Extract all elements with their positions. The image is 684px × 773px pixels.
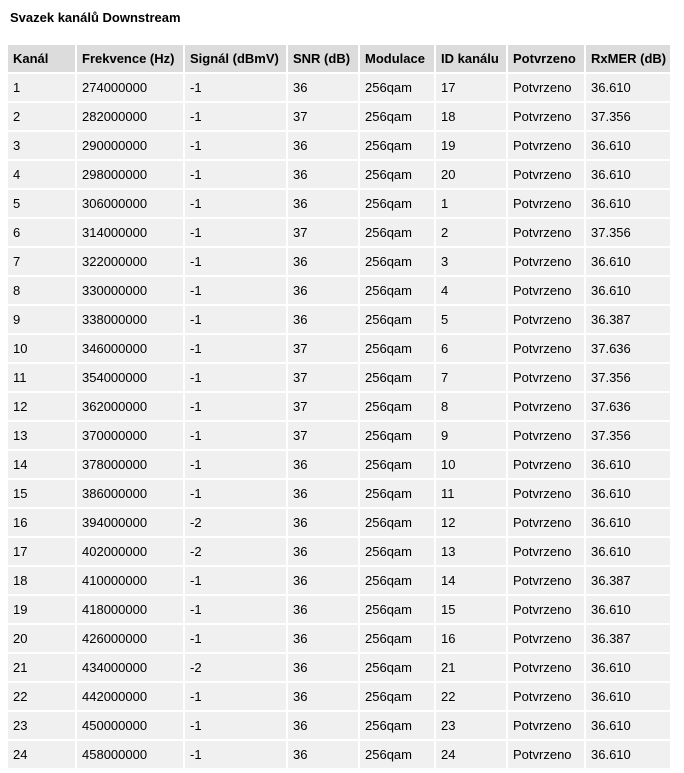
cell-id-kanalu: 2 xyxy=(436,219,506,246)
cell-signal: -1 xyxy=(185,596,286,623)
cell-modulace: 256qam xyxy=(360,538,434,565)
cell-potvrzeno: Potvrzeno xyxy=(508,741,584,768)
cell-id-kanalu: 22 xyxy=(436,683,506,710)
cell-potvrzeno: Potvrzeno xyxy=(508,654,584,681)
cell-frekvence: 418000000 xyxy=(77,596,183,623)
cell-potvrzeno: Potvrzeno xyxy=(508,74,584,101)
cell-frekvence: 274000000 xyxy=(77,74,183,101)
cell-rxmer: 36.610 xyxy=(586,538,670,565)
cell-rxmer: 36.610 xyxy=(586,132,670,159)
cell-frekvence: 410000000 xyxy=(77,567,183,594)
table-row xyxy=(8,654,670,681)
table-row xyxy=(8,741,670,768)
cell-id-kanalu: 24 xyxy=(436,741,506,768)
header-snr: SNR (dB) xyxy=(288,45,358,72)
cell-kanal: 14 xyxy=(8,451,75,478)
cell-frekvence: 394000000 xyxy=(77,509,183,536)
table-row xyxy=(8,596,670,623)
cell-rxmer: 36.387 xyxy=(586,625,670,652)
cell-signal: -1 xyxy=(185,335,286,362)
cell-potvrzeno: Potvrzeno xyxy=(508,103,584,130)
cell-snr: 37 xyxy=(288,422,358,449)
cell-rxmer: 37.356 xyxy=(586,422,670,449)
table-row xyxy=(8,74,670,101)
cell-id-kanalu: 20 xyxy=(436,161,506,188)
cell-rxmer: 36.610 xyxy=(586,190,670,217)
cell-frekvence: 434000000 xyxy=(77,654,183,681)
cell-potvrzeno: Potvrzeno xyxy=(508,683,584,710)
section-title: Svazek kanálů Downstream xyxy=(10,10,181,25)
cell-frekvence: 290000000 xyxy=(77,132,183,159)
cell-potvrzeno: Potvrzeno xyxy=(508,219,584,246)
cell-kanal: 16 xyxy=(8,509,75,536)
cell-signal: -1 xyxy=(185,393,286,420)
cell-kanal: 22 xyxy=(8,683,75,710)
cell-kanal: 23 xyxy=(8,712,75,739)
cell-potvrzeno: Potvrzeno xyxy=(508,480,584,507)
cell-potvrzeno: Potvrzeno xyxy=(508,364,584,391)
cell-modulace: 256qam xyxy=(360,161,434,188)
cell-id-kanalu: 9 xyxy=(436,422,506,449)
table-row xyxy=(8,538,670,565)
cell-modulace: 256qam xyxy=(360,219,434,246)
table-row xyxy=(8,393,670,420)
cell-frekvence: 346000000 xyxy=(77,335,183,362)
cell-rxmer: 37.636 xyxy=(586,393,670,420)
table-header-row xyxy=(8,45,670,72)
cell-frekvence: 306000000 xyxy=(77,190,183,217)
cell-snr: 36 xyxy=(288,480,358,507)
cell-kanal: 3 xyxy=(8,132,75,159)
cell-signal: -1 xyxy=(185,161,286,188)
cell-frekvence: 378000000 xyxy=(77,451,183,478)
cell-snr: 36 xyxy=(288,567,358,594)
cell-modulace: 256qam xyxy=(360,190,434,217)
cell-frekvence: 338000000 xyxy=(77,306,183,333)
cell-modulace: 256qam xyxy=(360,625,434,652)
cell-kanal: 17 xyxy=(8,538,75,565)
cell-kanal: 10 xyxy=(8,335,75,362)
header-id-kanalu: ID kanálu xyxy=(436,45,506,72)
header-rxmer: RxMER (dB) xyxy=(586,45,670,72)
cell-snr: 36 xyxy=(288,161,358,188)
table-row xyxy=(8,625,670,652)
cell-signal: -1 xyxy=(185,219,286,246)
cell-id-kanalu: 11 xyxy=(436,480,506,507)
cell-signal: -1 xyxy=(185,74,286,101)
cell-snr: 37 xyxy=(288,219,358,246)
cell-id-kanalu: 8 xyxy=(436,393,506,420)
cell-frekvence: 458000000 xyxy=(77,741,183,768)
cell-snr: 36 xyxy=(288,132,358,159)
header-kanal: Kanál xyxy=(8,45,75,72)
header-signal: Signál (dBmV) xyxy=(185,45,286,72)
cell-rxmer: 36.610 xyxy=(586,596,670,623)
cell-id-kanalu: 7 xyxy=(436,364,506,391)
cell-id-kanalu: 17 xyxy=(436,74,506,101)
cell-modulace: 256qam xyxy=(360,683,434,710)
cell-modulace: 256qam xyxy=(360,393,434,420)
cell-id-kanalu: 1 xyxy=(436,190,506,217)
cell-signal: -1 xyxy=(185,451,286,478)
cell-potvrzeno: Potvrzeno xyxy=(508,422,584,449)
cell-frekvence: 426000000 xyxy=(77,625,183,652)
cell-snr: 37 xyxy=(288,364,358,391)
table-row xyxy=(8,248,670,275)
cell-modulace: 256qam xyxy=(360,103,434,130)
table-row xyxy=(8,219,670,246)
table-row xyxy=(8,451,670,478)
cell-id-kanalu: 15 xyxy=(436,596,506,623)
cell-signal: -1 xyxy=(185,625,286,652)
cell-signal: -1 xyxy=(185,683,286,710)
cell-id-kanalu: 5 xyxy=(436,306,506,333)
cell-snr: 36 xyxy=(288,596,358,623)
cell-frekvence: 386000000 xyxy=(77,480,183,507)
cell-frekvence: 362000000 xyxy=(77,393,183,420)
cell-modulace: 256qam xyxy=(360,596,434,623)
cell-potvrzeno: Potvrzeno xyxy=(508,335,584,362)
cell-rxmer: 36.610 xyxy=(586,74,670,101)
cell-potvrzeno: Potvrzeno xyxy=(508,277,584,304)
cell-signal: -1 xyxy=(185,741,286,768)
cell-modulace: 256qam xyxy=(360,451,434,478)
cell-modulace: 256qam xyxy=(360,480,434,507)
table-row xyxy=(8,422,670,449)
cell-snr: 36 xyxy=(288,654,358,681)
cell-snr: 36 xyxy=(288,248,358,275)
cell-id-kanalu: 12 xyxy=(436,509,506,536)
cell-kanal: 12 xyxy=(8,393,75,420)
cell-kanal: 18 xyxy=(8,567,75,594)
cell-snr: 36 xyxy=(288,625,358,652)
table-row xyxy=(8,103,670,130)
cell-frekvence: 354000000 xyxy=(77,364,183,391)
cell-kanal: 19 xyxy=(8,596,75,623)
cell-frekvence: 402000000 xyxy=(77,538,183,565)
cell-modulace: 256qam xyxy=(360,654,434,681)
cell-frekvence: 298000000 xyxy=(77,161,183,188)
cell-modulace: 256qam xyxy=(360,277,434,304)
cell-kanal: 9 xyxy=(8,306,75,333)
cell-potvrzeno: Potvrzeno xyxy=(508,393,584,420)
table-row xyxy=(8,683,670,710)
cell-rxmer: 36.610 xyxy=(586,712,670,739)
cell-modulace: 256qam xyxy=(360,132,434,159)
cell-rxmer: 36.610 xyxy=(586,161,670,188)
cell-potvrzeno: Potvrzeno xyxy=(508,712,584,739)
cell-potvrzeno: Potvrzeno xyxy=(508,596,584,623)
cell-rxmer: 36.610 xyxy=(586,451,670,478)
cell-rxmer: 37.356 xyxy=(586,364,670,391)
cell-modulace: 256qam xyxy=(360,248,434,275)
cell-frekvence: 450000000 xyxy=(77,712,183,739)
cell-id-kanalu: 14 xyxy=(436,567,506,594)
cell-modulace: 256qam xyxy=(360,567,434,594)
table-row xyxy=(8,712,670,739)
cell-potvrzeno: Potvrzeno xyxy=(508,132,584,159)
cell-snr: 36 xyxy=(288,190,358,217)
cell-signal: -1 xyxy=(185,364,286,391)
cell-rxmer: 37.356 xyxy=(586,103,670,130)
cell-signal: -1 xyxy=(185,277,286,304)
table-row xyxy=(8,132,670,159)
cell-signal: -1 xyxy=(185,480,286,507)
cell-frekvence: 314000000 xyxy=(77,219,183,246)
cell-rxmer: 36.610 xyxy=(586,654,670,681)
cell-rxmer: 36.610 xyxy=(586,277,670,304)
cell-signal: -1 xyxy=(185,712,286,739)
cell-potvrzeno: Potvrzeno xyxy=(508,451,584,478)
cell-snr: 36 xyxy=(288,509,358,536)
cell-kanal: 6 xyxy=(8,219,75,246)
cell-rxmer: 36.610 xyxy=(586,248,670,275)
cell-id-kanalu: 3 xyxy=(436,248,506,275)
cell-id-kanalu: 21 xyxy=(436,654,506,681)
cell-kanal: 5 xyxy=(8,190,75,217)
cell-kanal: 11 xyxy=(8,364,75,391)
cell-frekvence: 322000000 xyxy=(77,248,183,275)
cell-kanal: 8 xyxy=(8,277,75,304)
header-potvrzeno: Potvrzeno xyxy=(508,45,584,72)
cell-id-kanalu: 6 xyxy=(436,335,506,362)
cell-potvrzeno: Potvrzeno xyxy=(508,190,584,217)
cell-snr: 36 xyxy=(288,741,358,768)
cell-kanal: 24 xyxy=(8,741,75,768)
cell-modulace: 256qam xyxy=(360,306,434,333)
cell-rxmer: 36.387 xyxy=(586,567,670,594)
cell-modulace: 256qam xyxy=(360,741,434,768)
table-row xyxy=(8,161,670,188)
cell-kanal: 20 xyxy=(8,625,75,652)
cell-rxmer: 37.356 xyxy=(586,219,670,246)
cell-snr: 36 xyxy=(288,683,358,710)
cell-signal: -1 xyxy=(185,567,286,594)
cell-kanal: 13 xyxy=(8,422,75,449)
cell-signal: -1 xyxy=(185,248,286,275)
table-row xyxy=(8,364,670,391)
cell-rxmer: 36.610 xyxy=(586,480,670,507)
table-row xyxy=(8,190,670,217)
cell-snr: 37 xyxy=(288,103,358,130)
cell-modulace: 256qam xyxy=(360,509,434,536)
cell-signal: -1 xyxy=(185,422,286,449)
cell-kanal: 4 xyxy=(8,161,75,188)
header-modulace: Modulace xyxy=(360,45,434,72)
table-row xyxy=(8,480,670,507)
cell-frekvence: 370000000 xyxy=(77,422,183,449)
cell-kanal: 15 xyxy=(8,480,75,507)
table-row xyxy=(8,567,670,594)
header-frekvence: Frekvence (Hz) xyxy=(77,45,183,72)
cell-snr: 36 xyxy=(288,74,358,101)
cell-potvrzeno: Potvrzeno xyxy=(508,567,584,594)
cell-snr: 36 xyxy=(288,451,358,478)
cell-modulace: 256qam xyxy=(360,364,434,391)
cell-rxmer: 36.610 xyxy=(586,741,670,768)
cell-frekvence: 330000000 xyxy=(77,277,183,304)
cell-modulace: 256qam xyxy=(360,74,434,101)
cell-snr: 36 xyxy=(288,306,358,333)
cell-modulace: 256qam xyxy=(360,335,434,362)
cell-id-kanalu: 23 xyxy=(436,712,506,739)
cell-potvrzeno: Potvrzeno xyxy=(508,248,584,275)
cell-modulace: 256qam xyxy=(360,422,434,449)
cell-modulace: 256qam xyxy=(360,712,434,739)
cell-kanal: 21 xyxy=(8,654,75,681)
cell-id-kanalu: 16 xyxy=(436,625,506,652)
cell-rxmer: 37.636 xyxy=(586,335,670,362)
downstream-table xyxy=(6,43,672,770)
cell-potvrzeno: Potvrzeno xyxy=(508,161,584,188)
cell-snr: 36 xyxy=(288,712,358,739)
cell-kanal: 7 xyxy=(8,248,75,275)
cell-kanal: 2 xyxy=(8,103,75,130)
cell-signal: -2 xyxy=(185,509,286,536)
cell-rxmer: 36.387 xyxy=(586,306,670,333)
cell-snr: 36 xyxy=(288,538,358,565)
cell-id-kanalu: 10 xyxy=(436,451,506,478)
cell-id-kanalu: 18 xyxy=(436,103,506,130)
cell-rxmer: 36.610 xyxy=(586,683,670,710)
cell-snr: 37 xyxy=(288,335,358,362)
cell-id-kanalu: 19 xyxy=(436,132,506,159)
cell-signal: -1 xyxy=(185,306,286,333)
table-row xyxy=(8,509,670,536)
cell-id-kanalu: 13 xyxy=(436,538,506,565)
cell-signal: -1 xyxy=(185,103,286,130)
cell-potvrzeno: Potvrzeno xyxy=(508,306,584,333)
cell-id-kanalu: 4 xyxy=(436,277,506,304)
cell-potvrzeno: Potvrzeno xyxy=(508,509,584,536)
cell-signal: -2 xyxy=(185,654,286,681)
cell-signal: -2 xyxy=(185,538,286,565)
cell-snr: 36 xyxy=(288,277,358,304)
cell-potvrzeno: Potvrzeno xyxy=(508,625,584,652)
cell-kanal: 1 xyxy=(8,74,75,101)
cell-signal: -1 xyxy=(185,132,286,159)
table-row xyxy=(8,277,670,304)
cell-frekvence: 442000000 xyxy=(77,683,183,710)
cell-signal: -1 xyxy=(185,190,286,217)
cell-potvrzeno: Potvrzeno xyxy=(508,538,584,565)
table-row xyxy=(8,335,670,362)
table-row xyxy=(8,306,670,333)
cell-snr: 37 xyxy=(288,393,358,420)
cell-rxmer: 36.610 xyxy=(586,509,670,536)
cell-frekvence: 282000000 xyxy=(77,103,183,130)
